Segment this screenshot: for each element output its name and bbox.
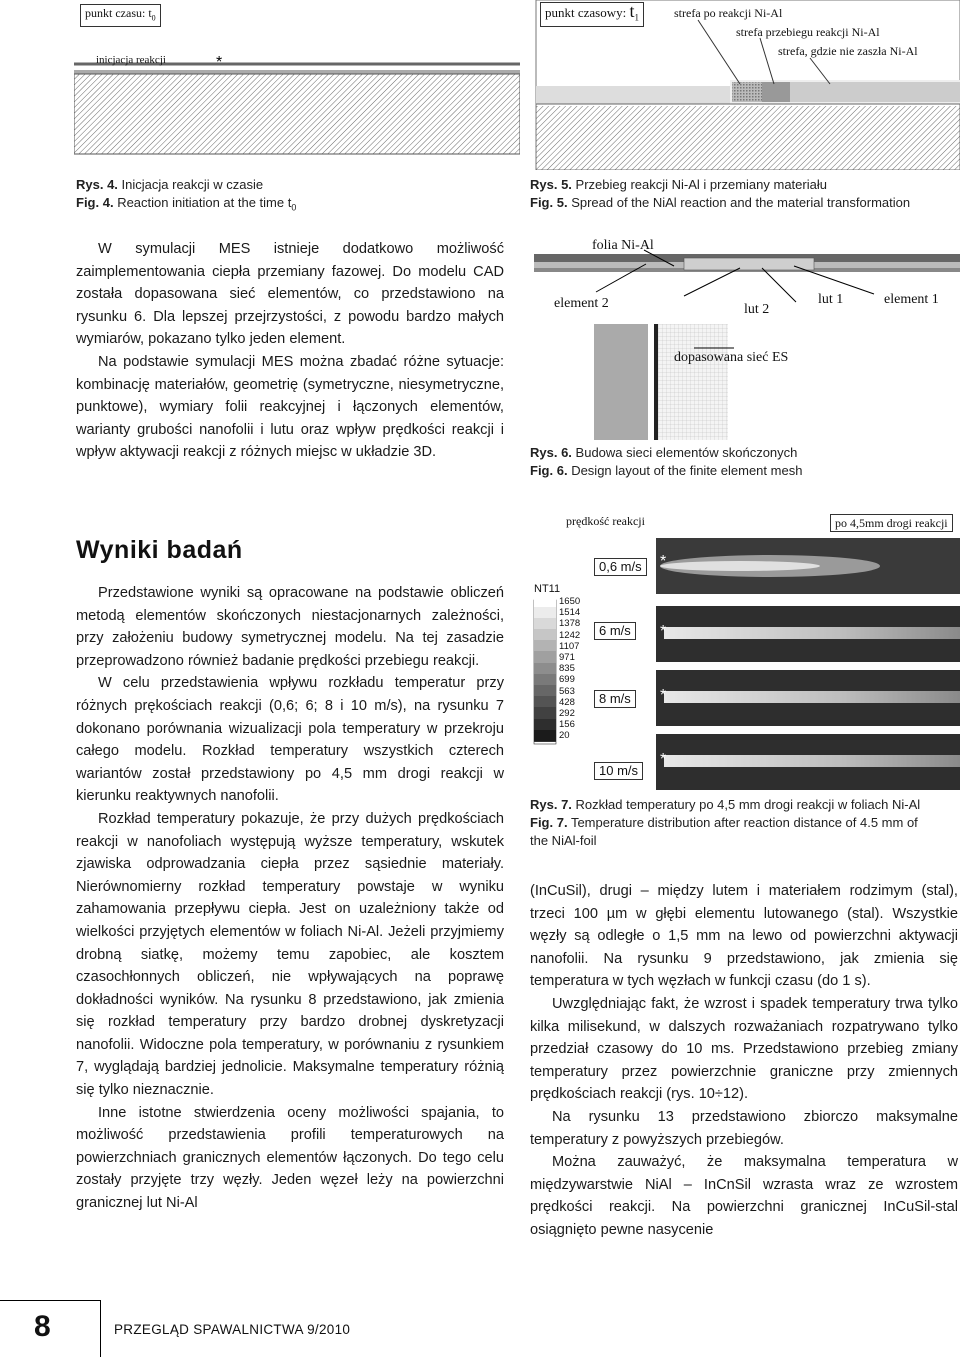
- fig7-legend-row: [534, 674, 604, 685]
- fig7-legend-row: [534, 641, 604, 652]
- fig7-legend-value: 292: [559, 707, 575, 719]
- fig7-speed-2: 8 m/s: [594, 690, 636, 708]
- fig4-caption-en: Reaction initiation at the time t: [117, 195, 292, 210]
- fig6-label-lut1: lut 1: [818, 292, 844, 307]
- fig5-time-label: punkt czasowy:: [545, 5, 630, 20]
- fig6-prefix-en: Fig. 6.: [530, 463, 568, 478]
- left-column-bottom: [76, 582, 504, 1215]
- fig4-caption: [76, 176, 516, 217]
- fig4-time-box: [80, 4, 161, 27]
- right-paragraph-3: Na rysunku 13 przedstawiono zbiorczo maksymalne temperatury z powyższych przebiegów.: [530, 1108, 958, 1148]
- fig6-caption-pl: Budowa sieci elementów skończonych: [575, 445, 798, 460]
- svg-text:*: *: [660, 687, 667, 704]
- fig7-legend-row: [534, 607, 604, 618]
- fig5-zone-after: strefa po reakcji Ni-Al: [674, 6, 783, 20]
- fig7-legend-value: 1378: [559, 618, 581, 630]
- fig4-prefix-en: Fig. 4.: [76, 195, 114, 210]
- fig7-legend-row: [534, 596, 604, 607]
- fig6-label-lut2: lut 2: [744, 302, 770, 317]
- left-paragraph-3: Przedstawione wyniki są opracowane na podstawie obliczeń metodą elementów skończonych niestacjonarnych zależności, przy założeniu budowy symetrycznej modelu. Na tej zasadzie przeprowadzono również badanie prędkości przebiegu reakcji.: [76, 585, 504, 669]
- fig7-legend-value: 428: [559, 696, 575, 708]
- left-paragraph-4: W celu przedstawienia wpływu rozkładu temperatur przy różnych prękościach reakcji (0,6; 6; 8 i 10 m/s), na rysunku 7 dokonano porównania wizualizacji pola temperatury w przekroju całego modelu. Rozkład temperatury wszystkich czterech wariantów został przedstawiony po 4,5 mm drogi reakcji w kierunku reaktywnych nanofolii.: [76, 675, 504, 805]
- journal-name: PRZEGLĄD SPAWALNICTWA 9/2010: [114, 1322, 351, 1337]
- fig5-prefix-en: Fig. 5.: [530, 195, 568, 210]
- left-paragraph-5: Rozkład temperatury pokazuje, że przy dużych prędkościach reakcji w nanofoliach występują wyższe temperatury, wskutek zjawiska odprowadzania ciepła przez sąsiednie materiały. Nierównomierny rozkład temperatury powstaje w wyniku zahamowania przepływu ciepła. Jest on uzależniony także od wielkości przyjętych elementów w foliach Ni-Al. Jeżeli przyjmiemy drobną siatkę, możemy temu zapobiec, ale kosztem czasochłonnych obliczeń, nie wpływających na poprawę dokładności wyników. Na rysunku 8 przedstawiono, jak zmienia się rozkład temperatury przy bardzo drobnej dyskretyzacji nanofolii. Widoczne pola temperatury, w porównaniu z rysunkiem 7, wyglądają bardziej jednolicie. Maksymalne temperatury różnią się tylko nieznacznie.: [76, 810, 504, 1099]
- fig7-legend: [534, 582, 604, 741]
- svg-text:*: *: [660, 751, 667, 768]
- fig6-caption: [530, 444, 960, 480]
- fig6-label-element1: element 1: [884, 292, 939, 307]
- fig6-label-element2: element 2: [554, 296, 609, 311]
- fig7-speed-0: 0,6 m/s: [594, 558, 647, 576]
- fig6-prefix-pl: Rys. 6.: [530, 445, 572, 460]
- fig5-caption: [530, 176, 960, 212]
- fig7-caption-pl: Rozkład temperatury po 4,5 mm drogi reakcji w foliach Ni-Al: [575, 797, 921, 812]
- fig4-time-t: t: [148, 6, 152, 20]
- fig7-legend-value: 699: [559, 674, 575, 686]
- right-paragraph-2: Uwzględniając fakt, że wzrost i spadek temperatury trwa tylko kilka milisekund, w dalszych rozważaniach rozpatrywano tylko przedział czasowy do 10 ms. Przedstawiono przebieg zmiany temperatury przez powierzchnie graniczne przy zmiennych prędkościach reakcji (rys. 10÷12).: [530, 995, 958, 1103]
- page-number: 8: [34, 1310, 51, 1343]
- fig7-legend-value: 835: [559, 663, 575, 675]
- fig7-legend-value: 1514: [559, 607, 581, 619]
- fig5-zone-none: strefa, gdzie nie zaszła Ni-Al: [778, 44, 918, 58]
- fig4-time-label: punkt czasu:: [85, 6, 149, 20]
- fig7-caption: [530, 796, 960, 850]
- right-column-bottom: [530, 880, 958, 1242]
- fig7-legend-value: 156: [559, 719, 575, 731]
- fig7-legend-row: [534, 719, 604, 730]
- fig7-legend-rows: [534, 596, 604, 741]
- left-paragraph-1: W symulacji MES istnieje dodatkowo możliwość zaimplementowania ciepła przemiany fazowej. Do modelu CAD została dopasowana sieć elementów, co przedstawiono na rysunku 6. Dla lepszej przejrzystości, z powodu bardzo małych wymiarów, pokazano tylko jeden element.: [76, 241, 504, 348]
- fig7-legend-row: [534, 708, 604, 719]
- footer: [0, 1300, 960, 1356]
- fig5-zone-during: strefa przebiegu reakcji Ni-Al: [736, 25, 880, 39]
- fig4-prefix-pl: Rys. 4.: [76, 177, 118, 192]
- fig4-caption-en-sub: 0: [291, 202, 297, 213]
- init-star-icon: *: [216, 54, 223, 71]
- fig7-legend-value: 1107: [559, 640, 580, 652]
- fig6-caption-en: Design layout of the finite element mesh: [571, 463, 803, 478]
- fig7-caption-en-1: Temperature distribution after reaction distance of 4.5 mm of: [570, 815, 918, 830]
- fig7-prefix-en: Fig. 7.: [530, 815, 568, 830]
- fig7-title-right: po 4,5mm drogi reakcji: [830, 514, 953, 532]
- fig5-leader-lines: [530, 0, 960, 100]
- fig6-label-folia: folia Ni-Al: [592, 238, 654, 253]
- fig7-legend-row: [534, 652, 604, 663]
- fig7-legend-value: 20: [559, 730, 570, 742]
- fig5-time-sub: 1: [634, 12, 639, 23]
- fig5-caption-en: Spread of the NiAl reaction and the material transformation: [571, 195, 911, 210]
- figure-5: [530, 0, 960, 170]
- fig7-title-left: prędkość reakcji: [566, 514, 645, 528]
- right-paragraph-1: (InCuSil), drugi – między lutem i materiałem rodzimym (stal), trzeci 100 µm w głębi elementu lutowanego (stal). Wszystkie węzły są odległe o 1,5 mm na lewo od powierzchni aktywacji nanofolii. Na rysunku 9 przedstawiono, jak zmienia się temperatura w tych węzłach w funkcji czasu (do 1 s).: [530, 883, 958, 990]
- fig5-prefix-pl: Rys. 5.: [530, 177, 572, 192]
- left-paragraph-2: Na podstawie symulacji MES można zbadać różne sytuacje: kombinację materiałów, geometrię (symetryczne, niesymetryczne, punktowe), wymiary folii reakcyjnej i łączonych elementów, warianty grubości nanofolii i lutu oraz wpływ prędkości reakcji i wpływ aktywacji reakcji z różnych miejsc w układzie 3D.: [76, 353, 504, 461]
- svg-text:*: *: [660, 553, 667, 570]
- fig5-caption-pl: Przebieg reakcji Ni-Al i przemiany materiału: [575, 177, 827, 192]
- fig7-prefix-pl: Rys. 7.: [530, 797, 572, 812]
- fig4-time-sub: 0: [151, 13, 156, 23]
- fig7-speed-3: 10 m/s: [594, 762, 643, 780]
- fig7-legend-row: [534, 663, 604, 674]
- figure-6: [534, 236, 960, 440]
- svg-text:*: *: [660, 623, 667, 640]
- fig7-legend-value: 1650: [559, 596, 581, 608]
- fig4-caption-pl: Inicjacja reakcji w czasie: [121, 177, 264, 192]
- fig7-caption-en-2: the NiAl-foil: [530, 833, 597, 848]
- figure-6-graphic: [534, 236, 960, 440]
- fig7-speed-1: 6 m/s: [594, 622, 636, 640]
- fig7-legend-value: 971: [559, 652, 575, 664]
- fig7-legend-value: 563: [559, 685, 575, 697]
- section-heading: Wyniki badań: [76, 536, 243, 564]
- fig5-time-t: t: [629, 1, 635, 21]
- fig7-legend-row: [534, 730, 604, 741]
- fig7-legend-swatch: [534, 730, 556, 742]
- left-column-top: [76, 238, 504, 464]
- fig6-label-siec: dopasowana sieć ES: [674, 350, 789, 365]
- fig7-legend-title: NT11: [534, 583, 561, 595]
- fig7-legend-value: 1242: [559, 629, 581, 641]
- left-paragraph-6: Inne istotne stwierdzenia oceny możliwości spajania, to możliwość przedstawienia profili temperaturowych na powierzchniach granicznych elementów łączonych. Do tego celu zostały przyjęte trzy węzły. Jeden węzeł leży na powierzchni granicznej lut Ni-Al: [76, 1104, 504, 1212]
- fig4-init-label: inicjacja reakcji: [96, 54, 166, 66]
- right-paragraph-4: Można zauważyć, że maksymalna temperatura w międzywarstwie NiAl – InCnSil wzrasta wraz ze wzrostem prędkości reakcji. Na powierzchni granicznej InCuSil-stal osiągnięto pewne nasycenie: [530, 1154, 958, 1238]
- figure-7: [530, 510, 960, 790]
- figure-4: [74, 0, 520, 170]
